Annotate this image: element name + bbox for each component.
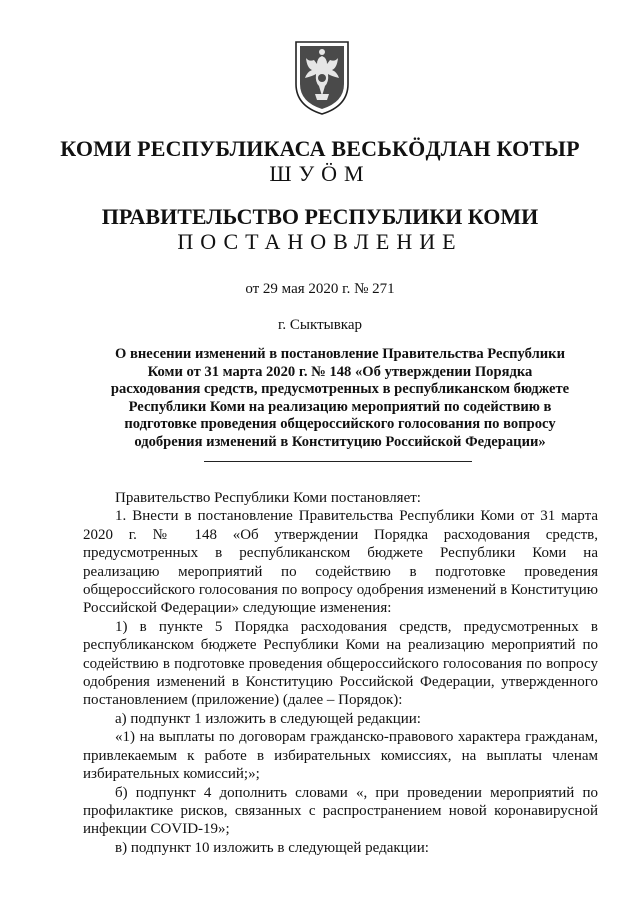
body-paragraph: б) подпункт 4 дополнить словами «, при проведении мероприятий по профилактике рисков, связанных с распространением новой коронавирусной инфекции COVID-19»; xyxy=(83,784,598,838)
body-paragraph: 1) в пункте 5 Порядка расходования средств, предусмотренных в республиканском бюджете Республики Коми на реализацию мероприятий по содействию в подготовке проведения общероссийского голосования по вопросу одобрения изменений в Конституцию Российской Федерации, утвержденного постановлением (приложение) (далее – Порядок): xyxy=(83,618,598,709)
body-paragraph: а) подпункт 1 изложить в следующей редакции: xyxy=(115,710,421,727)
document-date-number: от 29 мая 2020 г. № 271 xyxy=(245,281,395,297)
document-city: г. Сыктывкар xyxy=(277,317,363,333)
body-paragraph: в) подпункт 10 изложить в следующей редакции: xyxy=(115,839,429,856)
komi-document-type: ШУӦМ xyxy=(269,161,371,186)
body-paragraph: «1) на выплаты по договорам гражданско-правового характера гражданам, привлекаемым к работе в избирательных комиссиях, на выплаты членам избирательных комиссий;»; xyxy=(83,729,598,783)
coat-of-arms-emblem xyxy=(293,38,351,116)
document-type: ПОСТАНОВЛЕНИЕ xyxy=(177,229,463,254)
government-title: ПРАВИТЕЛЬСТВО РЕСПУБЛИКИ КОМИ xyxy=(101,204,539,229)
body-paragraph: 1. Внести в постановление Правительства Республики Коми от 31 марта 2020 г. № 148 «Об утверждении Порядка расходования средств, предусмотренных в республиканском бюджете Республики Коми на реализацию мероприятий по содействию в подготовке проведения общероссийского голосования по вопросу одобрения изменений в Конституцию Российской Федерации» следующие изменения: xyxy=(83,508,598,617)
body-paragraph: Правительство Республики Коми постановляет: xyxy=(115,490,421,506)
resolution-title: О внесении изменений в постановление Правительства Республики Коми от 31 марта 2020 г. № 148 «Об утверждении Порядка расходования средств, предусмотренных в республиканском бюджете Республики Коми на реализацию мероприятий по содействию в подготовке проведения общероссийского голосования по вопросу одобрения изменений в Конституцию Российской Федерации» xyxy=(110,346,570,450)
resolution-body xyxy=(83,489,598,857)
title-divider xyxy=(204,461,472,462)
komi-government-title: КОМИ РЕСПУБЛИКАСА ВЕСЬКӦДЛАН КОТЫР xyxy=(60,136,580,161)
